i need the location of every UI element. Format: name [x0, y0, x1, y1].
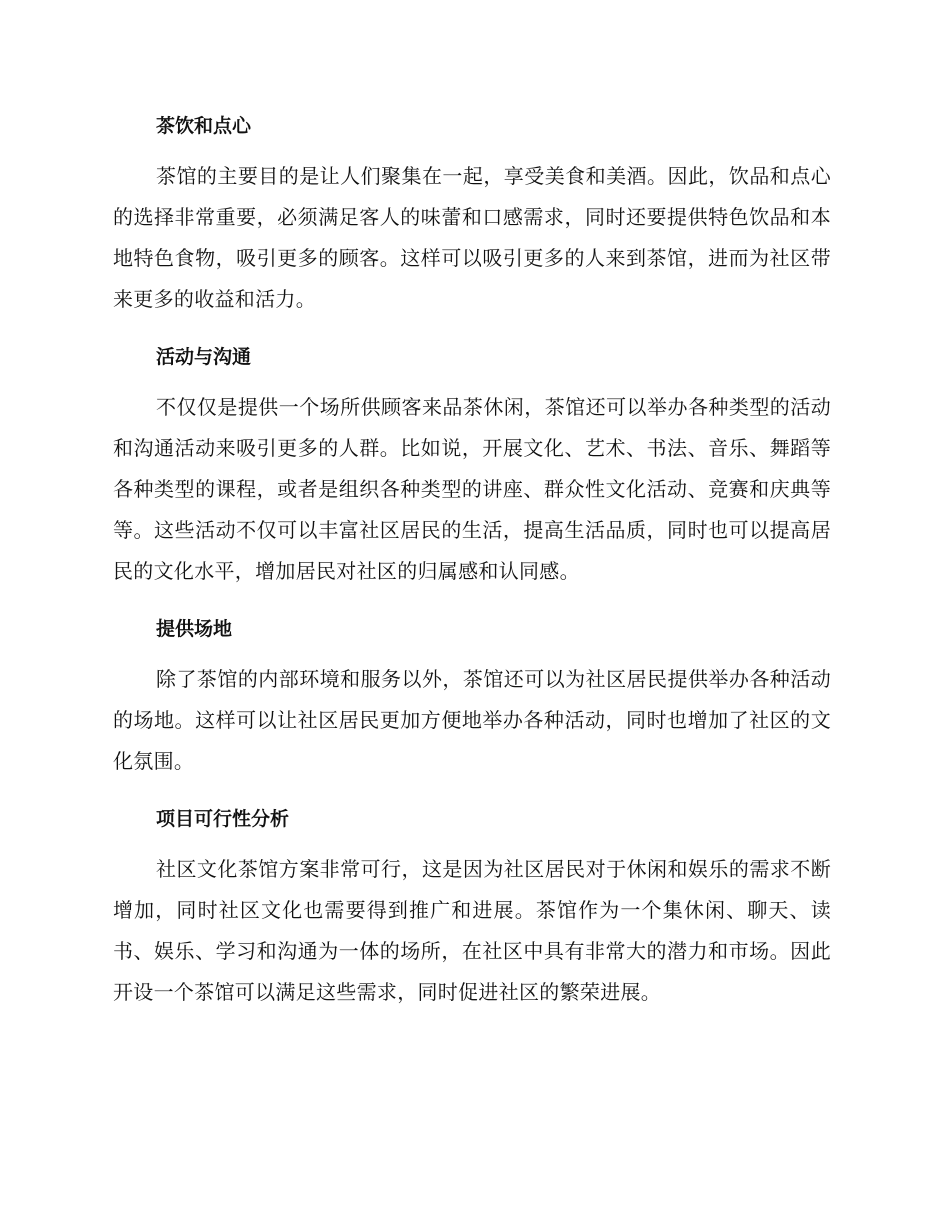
section-heading: 活动与沟通 — [156, 346, 252, 368]
section-paragraph: 除了茶馆的内部环境和服务以外，茶馆还可以为社区居民提供举办各种活动的场地。这样可以让社区居民更加方便地举办各种活动，同时也增加了社区的文化氛围。 — [113, 667, 831, 773]
section-paragraph: 不仅仅是提供一个场所供顾客来品茶休闲，茶馆还可以举办各种类型的活动和沟通活动来吸引更多的人群。比如说，开展文化、艺术、书法、音乐、舞蹈等各种类型的课程，或者是组织各种类型的讲座、群众性文化活动、竞赛和庆典等等。这些活动不仅可以丰富社区居民的生活，提高生活品质，同时也可以提高居民的文化水平，增加居民对社区的归属感和认同感。 — [113, 395, 831, 583]
section-providing-venue — [113, 611, 831, 782]
section-heading: 茶饮和点心 — [156, 115, 252, 137]
section-activities-and-communication — [113, 339, 831, 592]
section-feasibility-analysis — [113, 801, 831, 1013]
section-heading: 提供场地 — [156, 618, 233, 640]
document-page — [113, 108, 831, 1032]
section-tea-and-snacks — [113, 108, 831, 320]
section-paragraph: 茶馆的主要目的是让人们聚集在一起，享受美食和美酒。因此，饮品和点心的选择非常重要，必须满足客人的味蕾和口感需求，同时还要提供特色饮品和本地特色食物，吸引更多的顾客。这样可以吸引更多的人来到茶馆，进而为社区带来更多的收益和活力。 — [113, 164, 831, 311]
section-paragraph: 社区文化茶馆方案非常可行，这是因为社区居民对于休闲和娱乐的需求不断增加，同时社区文化也需要得到推广和进展。茶馆作为一个集休闲、聊天、读书、娱乐、学习和沟通为一体的场所，在社区中具有非常大的潜力和市场。因此开设一个茶馆可以满足这些需求，同时促进社区的繁荣进展。 — [113, 857, 831, 1004]
section-heading: 项目可行性分析 — [156, 808, 290, 830]
